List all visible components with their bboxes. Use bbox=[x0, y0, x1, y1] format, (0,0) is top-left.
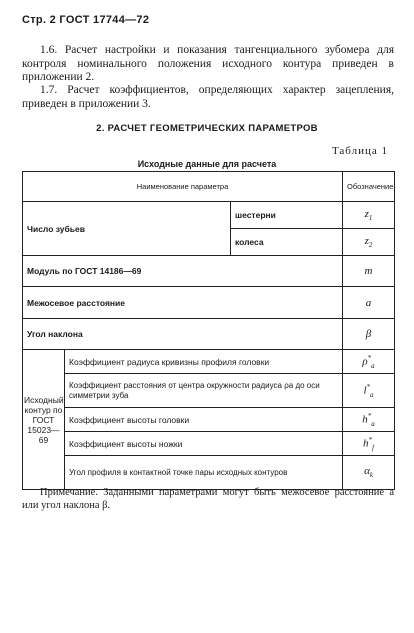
table-row bbox=[23, 202, 395, 229]
table-row bbox=[23, 408, 395, 432]
helix-angle-symbol: β bbox=[343, 319, 395, 350]
table-note: Примечание. Заданными параметрами могут быть межосевое расстояние a или угол наклона β. bbox=[22, 487, 394, 511]
table-label: Таблица 1 bbox=[331, 145, 388, 157]
gear-symbol: $z_1$ bbox=[343, 202, 395, 229]
param-label: Коэффициент радиуса кривизны профиля головки bbox=[65, 350, 343, 374]
param-label: Коэффициент расстояния от центра окружности радиуса ρa до оси симметрии зуба bbox=[65, 374, 343, 408]
table-row bbox=[23, 319, 395, 350]
table-row bbox=[23, 350, 395, 374]
param-label: Угол профиля в контактной точке пары исходных контуров bbox=[65, 456, 343, 490]
param-symbol: $h^*_a$ bbox=[343, 408, 395, 432]
table-subtitle: Исходные данные для расчета bbox=[137, 159, 277, 169]
param-symbol: $\alpha_k$ bbox=[343, 456, 395, 490]
paragraph-1-7: 1.7. Расчет коэффициентов, определяющих характер зацепления, приведен в приложении 3. bbox=[22, 84, 394, 110]
table-row bbox=[23, 432, 395, 456]
center-distance-label: Межосевое расстояние bbox=[23, 287, 343, 319]
param-symbol: $\rho^*_a$ bbox=[343, 350, 395, 374]
helix-angle-label: Угол наклона bbox=[23, 319, 343, 350]
param-label: Коэффициент высоты головки bbox=[65, 408, 343, 432]
gear-label: шестерни bbox=[231, 202, 343, 229]
section-title: 2. РАСЧЕТ ГЕОМЕТРИЧЕСКИХ ПАРАМЕТРОВ bbox=[96, 123, 318, 134]
module-symbol: m bbox=[343, 256, 395, 287]
wheel-label: колеса bbox=[231, 229, 343, 256]
table-row bbox=[23, 287, 395, 319]
paragraph-1-6: 1.6. Расчет настройки и показания тангенциального зубомера для контроля номинального положения исходного контура приведен в приложении 2. bbox=[22, 44, 394, 83]
table-row bbox=[23, 456, 395, 490]
parameters-table bbox=[22, 171, 395, 490]
wheel-symbol: $z_2$ bbox=[343, 229, 395, 256]
column-header-symbol: Обозначение bbox=[343, 172, 395, 202]
teeth-count-label: Число зубьев bbox=[23, 202, 231, 256]
table-header-row bbox=[23, 172, 395, 202]
page-header: Стр. 2 ГОСТ 17744—72 bbox=[22, 14, 150, 26]
module-label: Модуль по ГОСТ 14186—69 bbox=[23, 256, 343, 287]
basic-rack-group-label: Исходный контур по ГОСТ 15023—69 bbox=[23, 350, 65, 490]
column-header-name: Наименование параметра bbox=[23, 172, 343, 202]
center-distance-symbol: a bbox=[343, 287, 395, 319]
param-symbol: $h^*_f$ bbox=[343, 432, 395, 456]
table-row bbox=[23, 256, 395, 287]
table-row bbox=[23, 374, 395, 408]
param-symbol: $l^*_a$ bbox=[343, 374, 395, 408]
param-label: Коэффициент высоты ножки bbox=[65, 432, 343, 456]
